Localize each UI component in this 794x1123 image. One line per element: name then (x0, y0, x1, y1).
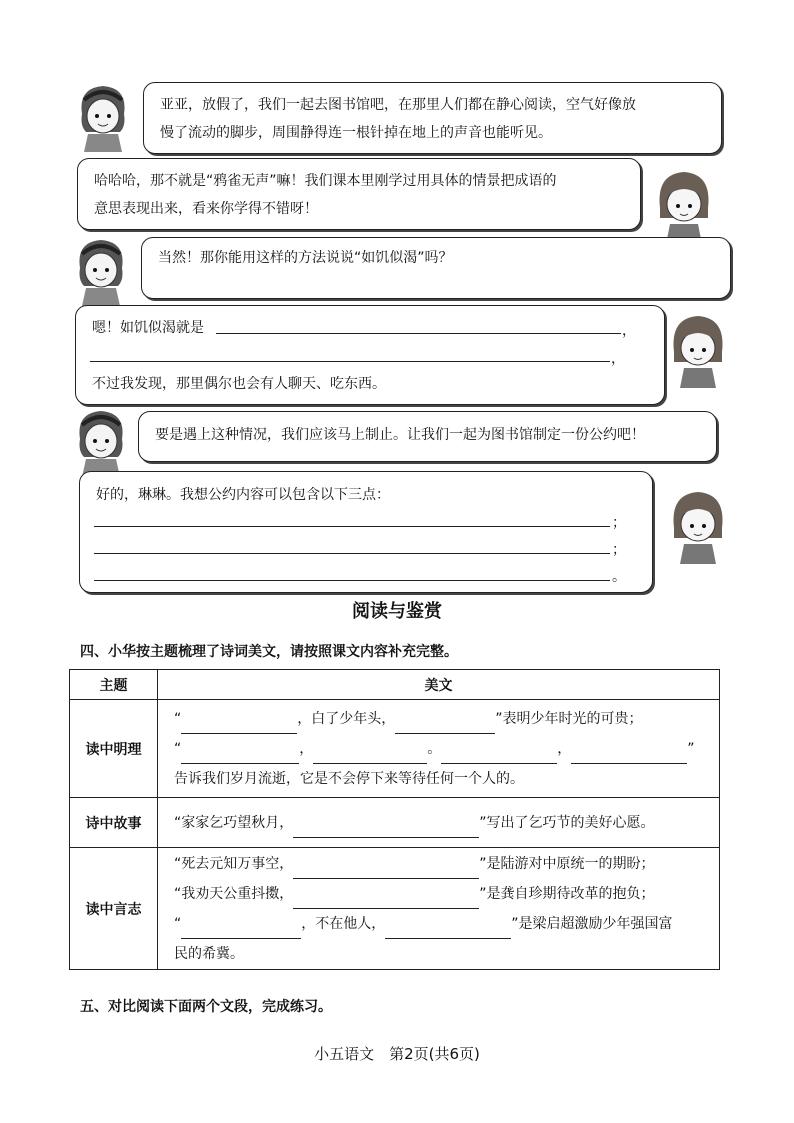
girl-headband-avatar-3 (72, 405, 130, 477)
bubble-1-line-1: 亚亚，放假了，我们一起去图书馆吧，在那里人们都在静心阅读，空气好像放 (160, 97, 636, 113)
speech-bubble-4 (75, 305, 665, 405)
speech-bubble-5 (138, 411, 717, 462)
poem-blank[interactable] (293, 860, 479, 879)
bubble-1-line-2: 慢了流动的脚步，周围静得连一根针掉在地上的声音也能听见。 (160, 125, 552, 141)
ambition-line-3: “ ，不在他人， ”是梁启超激励少年强国富 (174, 909, 719, 939)
reason-line-2: “ ， 。 ， ” (174, 734, 719, 764)
ambition-line-4: 民的希冀。 (174, 945, 244, 962)
header-text: 美文 (158, 670, 720, 700)
reason-line-3: 告诉我们岁月流逝，它是不会停下来等待任何一个人的。 (174, 770, 524, 787)
ambition-line-1: “死去元知万事空， ”是陆游对中原统一的期盼； (174, 849, 719, 879)
answer-blank-ruyisike-1[interactable] (216, 333, 621, 334)
poem-blank[interactable] (181, 920, 301, 939)
page-footer: 小五语文 第2页(共6页) (314, 1045, 480, 1063)
girl-headband-avatar-1 (74, 80, 132, 152)
reason-line-1: “ ，白了少年头， ”表明少年时光的可贵； (174, 704, 719, 734)
bubble-2-line-2: 意思表现出来，看来你学得不错呀！ (94, 201, 318, 217)
semicolon-2: ； (612, 542, 626, 558)
poem-blank[interactable] (395, 715, 495, 734)
theme-reason: 读中明理 (70, 700, 158, 798)
question-5-title: 五、对比阅读下面两个文段，完成练习。 (80, 999, 332, 1015)
bubble-2-line-1: 哈哈哈，那不就是“鸦雀无声”嘛！我们课本里刚学过用具体的情景把成语的 (94, 173, 557, 189)
girl-headband-avatar-2 (72, 234, 130, 306)
row-story (158, 798, 720, 848)
semicolon-1: ； (612, 515, 626, 531)
bubble-3-line-1: 当然！那你能用这样的方法说说“如饥似渴”吗？ (158, 250, 453, 266)
poem-blank[interactable] (385, 920, 511, 939)
speech-bubble-3 (141, 237, 731, 299)
row-reason (158, 700, 720, 798)
speech-bubble-6 (79, 471, 653, 593)
poem-table (69, 669, 720, 970)
question-4-title: 四、小华按主题梳理了诗词美文，请按照课文内容补充完整。 (80, 644, 458, 660)
story-line-1: “家家乞巧望秋月， ”写出了乞巧节的美好心愿。 (174, 808, 719, 838)
poem-blank[interactable] (571, 745, 687, 764)
comma-2: ， (611, 351, 625, 367)
poem-blank[interactable] (441, 745, 557, 764)
row-ambition (158, 848, 720, 970)
bubble-4-line-3: 不过我发现，那里偶尔也会有人聊天、吃东西。 (92, 376, 386, 392)
poem-blank[interactable] (181, 715, 297, 734)
bubble-4-line-1: 嗯！如饥似渴就是 (92, 320, 204, 336)
girl-bob-avatar-1 (654, 168, 714, 244)
poem-blank[interactable] (293, 819, 479, 838)
speech-bubble-1 (143, 82, 722, 154)
theme-story: 诗中故事 (70, 798, 158, 848)
poem-blank[interactable] (293, 890, 479, 909)
convention-blank-3[interactable] (94, 580, 610, 581)
ambition-line-2: “我劝天公重抖擞， ”是龚自珍期待改革的抱负； (174, 879, 719, 909)
comma-1: ， (622, 323, 636, 339)
header-theme: 主题 (70, 670, 158, 700)
convention-blank-2[interactable] (94, 553, 610, 554)
convention-blank-1[interactable] (94, 526, 610, 527)
speech-bubble-2 (77, 158, 641, 230)
bubble-6-line-1: 好的，琳琳。我想公约内容可以包含以下三点： (96, 487, 390, 503)
poem-blank[interactable] (181, 745, 299, 764)
girl-bob-avatar-3 (668, 488, 728, 564)
section-title: 阅读与鉴赏 (352, 601, 442, 622)
bubble-5-line-1: 要是遇上这种情况，我们应该马上制止。让我们一起为图书馆制定一份公约吧！ (155, 427, 645, 443)
answer-blank-ruyisike-2[interactable] (90, 361, 610, 362)
theme-ambition: 读中言志 (70, 848, 158, 970)
poem-blank[interactable] (313, 745, 427, 764)
girl-bob-avatar-2 (668, 312, 728, 388)
period-1: 。 (612, 569, 626, 585)
